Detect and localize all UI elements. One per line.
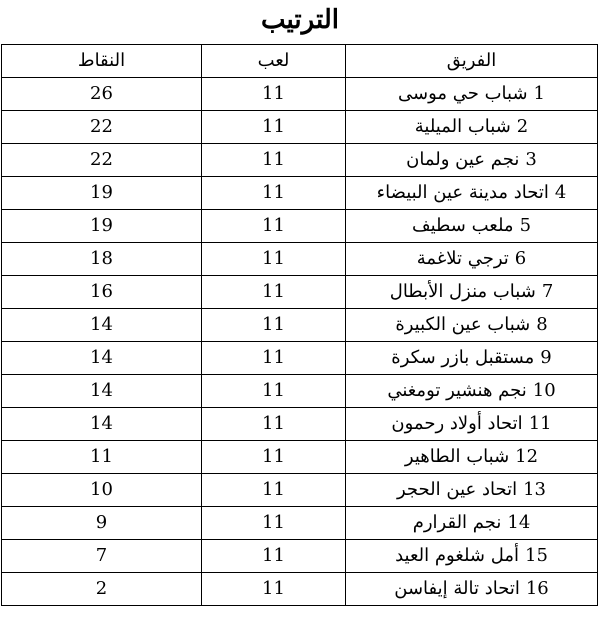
table-row xyxy=(2,111,598,144)
team-cell xyxy=(346,78,598,111)
rank-number: 8 xyxy=(536,314,548,335)
played-cell: 11 xyxy=(202,111,346,144)
team-cell xyxy=(346,375,598,408)
team-name: شباب حي موسى xyxy=(398,83,528,104)
played-cell: 11 xyxy=(202,342,346,375)
rank-number: 15 xyxy=(525,545,548,566)
played-cell: 11 xyxy=(202,243,346,276)
standings-body xyxy=(2,78,598,606)
team-name: مستقبل بازر سكرة xyxy=(391,347,535,368)
played-cell: 11 xyxy=(202,144,346,177)
team-cell xyxy=(346,573,598,606)
points-column-header: النقاط xyxy=(2,45,202,78)
team-cell xyxy=(346,144,598,177)
played-cell: 11 xyxy=(202,540,346,573)
rank-number: 3 xyxy=(525,149,537,170)
points-cell: 16 xyxy=(2,276,202,309)
played-cell: 11 xyxy=(202,507,346,540)
rank-number: 16 xyxy=(525,578,549,599)
team-name: نجم عين ولمان xyxy=(406,149,520,170)
team-cell xyxy=(346,111,598,144)
played-cell: 11 xyxy=(202,375,346,408)
table-row xyxy=(2,309,598,342)
rank-number: 1 xyxy=(533,83,545,104)
table-row xyxy=(2,144,598,177)
team-name: اتحاد عين الحجر xyxy=(396,479,518,500)
played-cell: 11 xyxy=(202,210,346,243)
team-cell xyxy=(346,177,598,210)
table-row xyxy=(2,474,598,507)
table-row xyxy=(2,342,598,375)
rank-number: 5 xyxy=(519,215,532,236)
rank-number: 7 xyxy=(541,281,554,302)
played-cell: 11 xyxy=(202,309,346,342)
team-name: شباب عين الكبيرة xyxy=(395,314,531,335)
table-row xyxy=(2,243,598,276)
points-cell: 19 xyxy=(2,177,202,210)
points-cell: 2 xyxy=(2,573,202,606)
played-cell: 11 xyxy=(202,408,346,441)
team-cell xyxy=(346,441,598,474)
team-name: اتحاد تالة إيفاسن xyxy=(394,578,520,599)
rank-number: 6 xyxy=(514,248,527,269)
table-row xyxy=(2,276,598,309)
table-row xyxy=(2,210,598,243)
points-cell: 11 xyxy=(2,441,202,474)
played-cell: 11 xyxy=(202,276,346,309)
team-name: ترجي تلاغمة xyxy=(416,248,509,269)
table-row xyxy=(2,573,598,606)
table-row xyxy=(2,507,598,540)
points-cell: 22 xyxy=(2,144,202,177)
played-cell: 11 xyxy=(202,78,346,111)
team-name: شباب منزل الأبطال xyxy=(389,281,536,302)
points-cell: 14 xyxy=(2,342,202,375)
played-column-header: لعب xyxy=(202,45,346,78)
team-cell xyxy=(346,309,598,342)
team-cell xyxy=(346,276,598,309)
team-cell xyxy=(346,507,598,540)
header-row xyxy=(2,45,598,78)
standings-table xyxy=(1,44,598,606)
team-cell xyxy=(346,342,598,375)
team-name: ملعب سطيف xyxy=(411,215,514,236)
table-row xyxy=(2,441,598,474)
team-name: اتحاد مدينة عين البيضاء xyxy=(376,182,549,203)
rank-number: 13 xyxy=(523,479,546,500)
played-cell: 11 xyxy=(202,573,346,606)
points-cell: 14 xyxy=(2,408,202,441)
points-cell: 14 xyxy=(2,309,202,342)
team-cell xyxy=(346,474,598,507)
played-cell: 11 xyxy=(202,441,346,474)
rank-number: 9 xyxy=(540,347,552,368)
team-name: اتحاد أولاد رحمون xyxy=(391,413,523,434)
table-row xyxy=(2,78,598,111)
points-cell: 7 xyxy=(2,540,202,573)
team-column-header: الفريق xyxy=(346,45,598,78)
played-cell: 11 xyxy=(202,177,346,210)
table-row xyxy=(2,408,598,441)
team-cell xyxy=(346,243,598,276)
team-name: شباب الميلية xyxy=(414,116,511,137)
points-cell: 9 xyxy=(2,507,202,540)
played-cell: 11 xyxy=(202,474,346,507)
team-name: شباب الطاهير xyxy=(404,446,510,467)
points-cell: 22 xyxy=(2,111,202,144)
table-row xyxy=(2,375,598,408)
points-cell: 26 xyxy=(2,78,202,111)
page-title: الترتيب xyxy=(261,5,339,35)
table-row xyxy=(2,177,598,210)
team-name: نجم القرارم xyxy=(412,512,502,533)
team-name: أمل شلغوم العيد xyxy=(395,545,520,566)
points-cell: 19 xyxy=(2,210,202,243)
rank-number: 2 xyxy=(516,116,529,137)
rank-number: 11 xyxy=(528,413,552,434)
team-cell xyxy=(346,210,598,243)
standings-header xyxy=(2,45,598,78)
points-cell: 18 xyxy=(2,243,202,276)
rank-number: 10 xyxy=(532,380,556,401)
rank-number: 4 xyxy=(554,182,567,203)
points-cell: 10 xyxy=(2,474,202,507)
team-cell xyxy=(346,540,598,573)
team-name: نجم هنشير تومغني xyxy=(387,380,527,401)
table-row xyxy=(2,540,598,573)
points-cell: 14 xyxy=(2,375,202,408)
rank-number: 14 xyxy=(507,512,531,533)
team-cell xyxy=(346,408,598,441)
rank-number: 12 xyxy=(515,446,539,467)
